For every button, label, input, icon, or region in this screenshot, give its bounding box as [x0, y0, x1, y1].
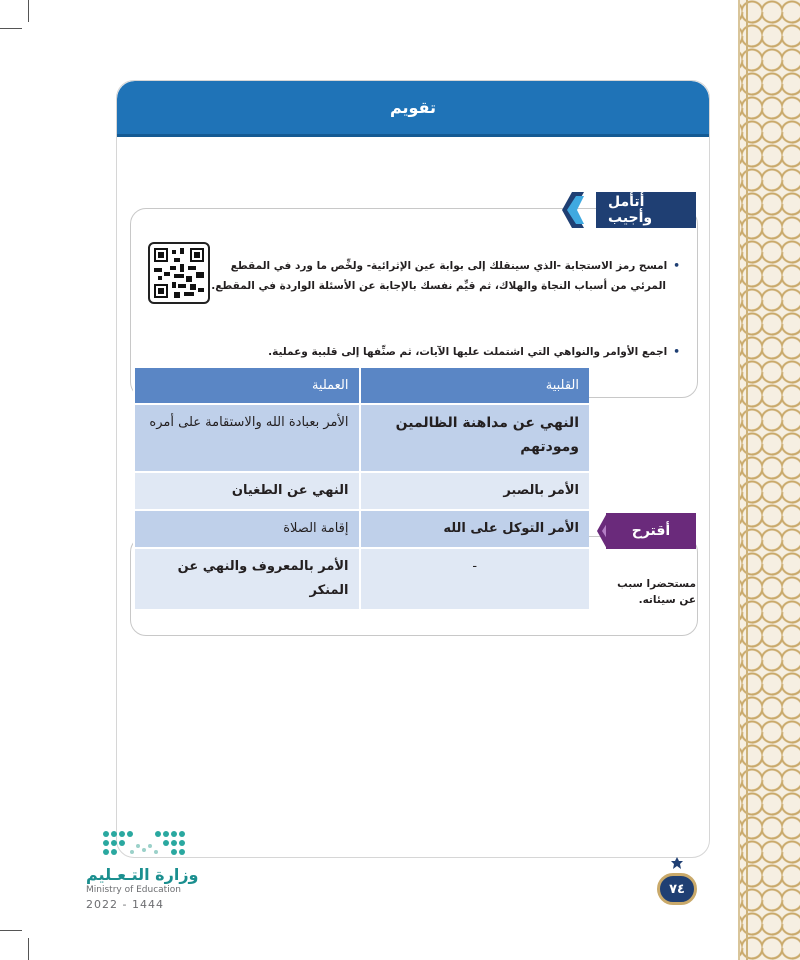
suggest-line: عن سيئاته. [638, 594, 696, 606]
column-header-heart: القلبية [360, 368, 589, 404]
suggest-line: مستحضرا سبب [617, 578, 696, 590]
column-header-practical: العملية [134, 368, 360, 404]
ribbon-label: أتأمل وأجيب [608, 194, 653, 226]
crop-mark [28, 938, 29, 960]
table-cell: الأمر بالصبر [360, 472, 589, 510]
crop-mark [0, 28, 22, 29]
qr-code-icon [154, 248, 204, 298]
ministry-name-english: Ministry of Education [86, 885, 181, 895]
table-row [134, 404, 589, 472]
bullet-collect-commands [268, 342, 680, 362]
table-row [134, 472, 589, 510]
card-title: تقويم [389, 98, 437, 117]
table-cell: النهي عن الطغيان [134, 472, 360, 510]
suggest-text [617, 578, 696, 606]
ministry-logo-icon [86, 826, 196, 866]
page-number-text: ٧٤ [669, 881, 685, 897]
emblem-icon [669, 856, 685, 872]
classification-table [133, 368, 589, 609]
qr-code[interactable] [148, 242, 210, 304]
ribbon-reflect-answer [596, 192, 696, 228]
table-row [134, 510, 589, 548]
table-cell: - [360, 548, 589, 609]
table-row [134, 548, 589, 609]
bullet-text-line: امسح رمز الاستجابة -الذي سينقلك إلى بوابة عين الإثرائية- ولخِّص ما ورد في المقطع [230, 260, 668, 272]
edition-year: 2022 - 1444 [86, 898, 164, 911]
table-cell: الأمر بعبادة الله والاستقامة على أمره [134, 404, 360, 472]
ribbon-label: أقترح [631, 523, 671, 539]
table-cell: النهي عن مداهنة الظالمين ومودتهم [360, 404, 589, 472]
decorative-border [738, 0, 800, 960]
table-cell: الأمر التوكل على الله [360, 510, 589, 548]
bullet-icon: • [673, 260, 680, 272]
table-cell: الأمر بالمعروف والنهي عن المنكر [134, 548, 360, 609]
table-header-row [134, 368, 589, 404]
bullet-icon: • [673, 346, 680, 358]
chevron-left-icon [562, 192, 584, 228]
crop-mark [28, 0, 29, 22]
bullet-scan-qr [211, 256, 680, 296]
page-number [657, 873, 697, 905]
bullet-text-line: المرئي من أسباب النجاة والهلاك، ثم قيِّم نفسك بالإجابة عن الأسئلة الواردة في المقطع. [211, 280, 666, 292]
table-cell: إقامة الصلاة [134, 510, 360, 548]
card-header [117, 81, 709, 137]
ribbon-suggest [606, 513, 696, 549]
ministry-name-arabic: وزارة التـعـليم [86, 865, 199, 884]
bullet-text-line: اجمع الأوامر والنواهي التي اشتملت عليها الآيات، ثم صنِّفها إلى قلبية وعملية. [268, 346, 668, 358]
crop-mark [0, 930, 22, 931]
